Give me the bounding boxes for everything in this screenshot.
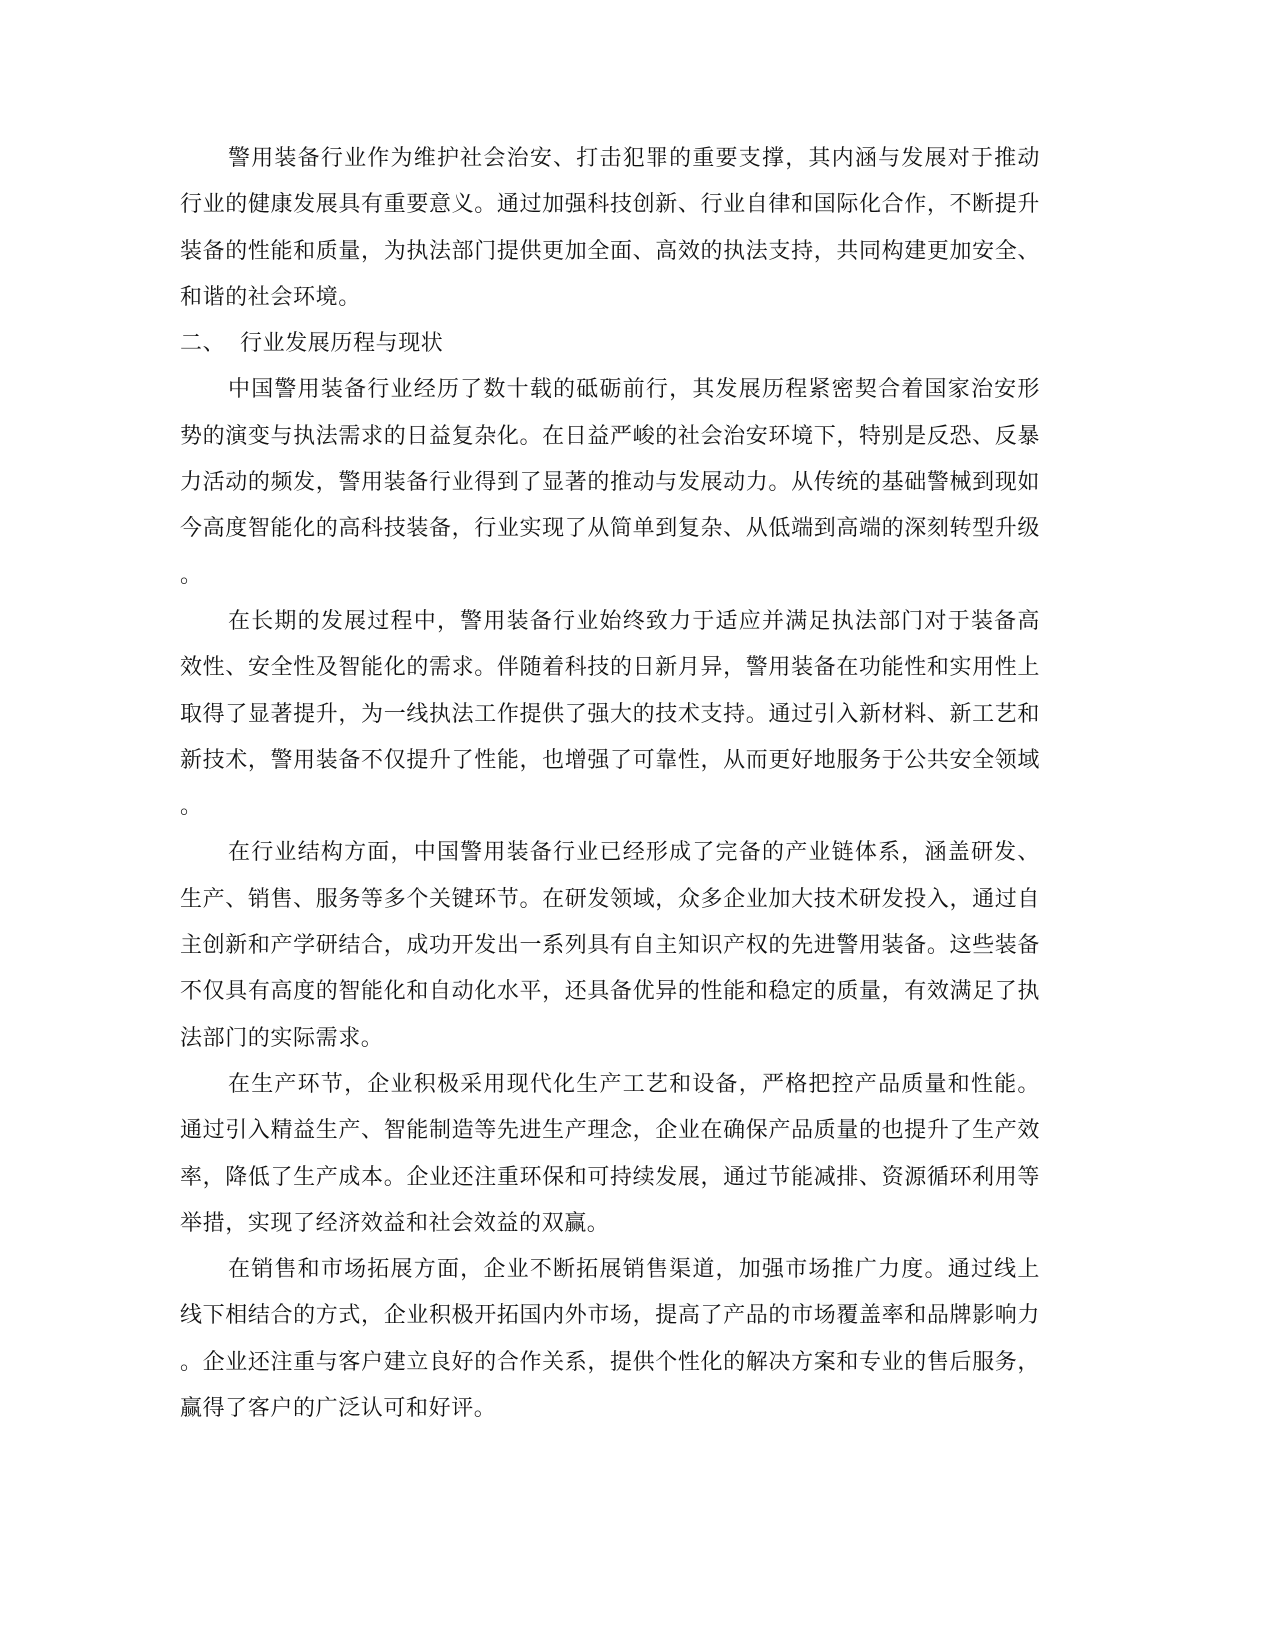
paragraph-industry-structure: 在行业结构方面，中国警用装备行业已经形成了完备的产业链体系，涵盖研发、生产、销售、服务等多个关键环节。在研发领域，众多企业加大技术研发投入，通过自主创新和产学研结合，成功开发出一系列具有自主知识产权的先进警用装备。这些装备不仅具有高度的智能化和自动化水平，还具备优异的性能和稳定的质量，有效满足了执法部门的实际需求。: [180, 840, 1040, 1051]
section-title: 行业发展历程与现状: [240, 331, 444, 357]
paragraph-production: 在生产环节，企业积极采用现代化生产工艺和设备，严格把控产品质量和性能。通过引入精益生产、智能制造等先进生产理念，企业在确保产品质量的也提升了生产效率，降低了生产成本。企业还注重环保和可持续发展，通过节能减排、资源循环利用等举措，实现了经济效益和社会效益的双赢。: [180, 1071, 1040, 1236]
document-page: [180, 136, 1040, 1432]
paragraph-intro-summary: 警用装备行业作为维护社会治安、打击犯罪的重要支撑，其内涵与发展对于推动行业的健康发展具有重要意义。通过加强科技创新、行业自律和国际化合作，不断提升装备的性能和质量，为执法部门提供更加全面、高效的执法支持，共同构建更加安全、和谐的社会环境。: [180, 146, 1040, 310]
section-number: 二、: [180, 331, 226, 357]
paragraph-development: 在长期的发展过程中，警用装备行业始终致力于适应并满足执法部门对于装备高效性、安全性及智能化的需求。伴随着科技的日新月异，警用装备在功能性和实用性上取得了显著提升，为一线执法工作提供了强大的技术支持。通过引入新材料、新工艺和新技术，警用装备不仅提升了性能，也增强了可靠性，从而更好地服务于公共安全领域。: [180, 608, 1040, 820]
paragraph-sales: 在销售和市场拓展方面，企业不断拓展销售渠道，加强市场推广力度。通过线上线下相结合的方式，企业积极开拓国内外市场，提高了产品的市场覆盖率和品牌影响力。企业还注重与客户建立良好的合作关系，提供个性化的解决方案和专业的售后服务，赢得了客户的广泛认可和好评。: [180, 1257, 1040, 1422]
section-heading: [180, 321, 1040, 367]
paragraph-history: 中国警用装备行业经历了数十载的砥砺前行，其发展历程紧密契合着国家治安形势的演变与执法需求的日益复杂化。在日益严峻的社会治安环境下，特别是反恐、反暴力活动的频发，警用装备行业得到了显著的推动与发展动力。从传统的基础警械到现如今高度智能化的高科技装备，行业实现了从简单到复杂、从低端到高端的深刻转型升级。: [180, 377, 1040, 588]
